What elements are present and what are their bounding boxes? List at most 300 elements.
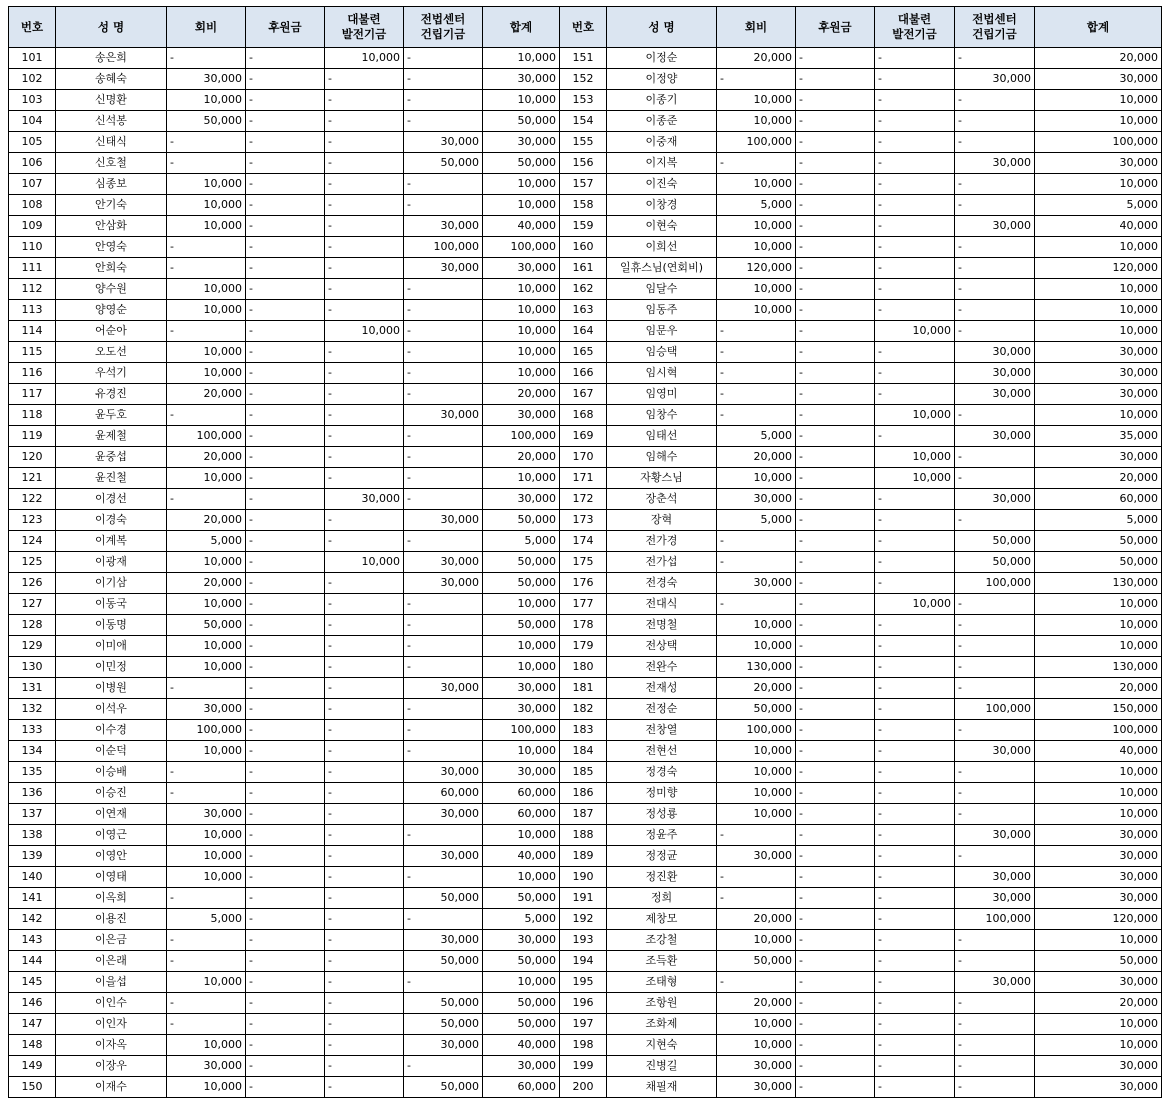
cell-total: 130,000 [1035,573,1162,594]
cell-name: 이승배 [56,762,167,783]
cell-center-fund: - [955,783,1035,804]
cell-center-fund: 30,000 [404,1035,483,1056]
cell-name: 이동명 [56,615,167,636]
cell-fee: 5,000 [717,195,796,216]
cell-dev-fund: 10,000 [875,468,955,489]
cell-no: 171 [560,468,607,489]
cell-total: 5,000 [483,531,560,552]
cell-fee: 5,000 [717,426,796,447]
cell-no: 121 [9,468,56,489]
cell-dev-fund: - [875,279,955,300]
cell-name: 전대식 [607,594,717,615]
cell-fee: 10,000 [717,468,796,489]
cell-center-fund: - [404,825,483,846]
cell-dev-fund: - [325,699,404,720]
cell-center-fund: - [404,174,483,195]
cell-fee: 100,000 [717,132,796,153]
cell-fee: 20,000 [717,993,796,1014]
cell-dev-fund: - [875,804,955,825]
cell-fee: 10,000 [167,174,246,195]
cell-no: 154 [560,111,607,132]
cell-center-fund: 30,000 [404,216,483,237]
cell-dev-fund: - [875,783,955,804]
cell-center-fund: - [404,90,483,111]
cell-support: - [796,636,875,657]
cell-dev-fund: - [875,951,955,972]
cell-center-fund: 30,000 [955,216,1035,237]
cell-no: 164 [560,321,607,342]
cell-dev-fund: - [875,531,955,552]
header-dev-fund [325,7,404,48]
cell-no: 123 [9,510,56,531]
cell-name: 이종준 [607,111,717,132]
cell-total: 30,000 [483,69,560,90]
table-row [9,573,1162,594]
cell-total: 100,000 [1035,132,1162,153]
cell-no: 144 [9,951,56,972]
cell-dev-fund: - [325,867,404,888]
cell-center-fund: - [955,111,1035,132]
cell-fee: - [167,405,246,426]
cell-dev-fund: - [325,384,404,405]
cell-support: - [246,741,325,762]
donation-sheet [8,6,1161,1098]
cell-total: 100,000 [1035,720,1162,741]
cell-dev-fund: - [325,804,404,825]
cell-dev-fund: - [875,615,955,636]
cell-no: 157 [560,174,607,195]
cell-name: 임승택 [607,342,717,363]
cell-no: 129 [9,636,56,657]
table-row [9,888,1162,909]
cell-support: - [246,531,325,552]
cell-no: 146 [9,993,56,1014]
cell-no: 185 [560,762,607,783]
cell-center-fund: 30,000 [955,153,1035,174]
cell-no: 151 [560,48,607,69]
cell-center-fund: - [955,846,1035,867]
cell-total: 50,000 [483,573,560,594]
cell-no: 174 [560,531,607,552]
cell-center-fund: - [955,1014,1035,1035]
cell-no: 179 [560,636,607,657]
cell-name: 이동국 [56,594,167,615]
cell-total: 30,000 [1035,153,1162,174]
cell-no: 128 [9,615,56,636]
cell-name: 이을섭 [56,972,167,993]
cell-name: 장춘석 [607,489,717,510]
cell-center-fund: - [404,279,483,300]
cell-center-fund: - [955,237,1035,258]
cell-fee: 50,000 [717,699,796,720]
table-row [9,867,1162,888]
cell-center-fund: 30,000 [404,132,483,153]
cell-total: 30,000 [483,258,560,279]
cell-support: - [796,804,875,825]
header-dev-fund [875,7,955,48]
cell-total: 10,000 [483,867,560,888]
cell-center-fund: - [955,405,1035,426]
cell-no: 159 [560,216,607,237]
cell-center-fund: 30,000 [955,342,1035,363]
cell-dev-fund: - [325,951,404,972]
cell-name: 오도선 [56,342,167,363]
cell-center-fund: - [404,909,483,930]
cell-total: 5,000 [1035,195,1162,216]
header-support-line: 후원금 [268,19,302,34]
cell-fee: 10,000 [717,300,796,321]
cell-center-fund: - [955,594,1035,615]
cell-support: - [246,69,325,90]
cell-no: 114 [9,321,56,342]
cell-no: 117 [9,384,56,405]
cell-center-fund: 30,000 [404,930,483,951]
cell-total: 50,000 [1035,531,1162,552]
cell-support: - [246,699,325,720]
cell-name: 윤제철 [56,426,167,447]
cell-total: 100,000 [483,237,560,258]
cell-name: 이순덕 [56,741,167,762]
cell-support: - [246,594,325,615]
cell-name: 이정양 [607,69,717,90]
cell-dev-fund: - [325,300,404,321]
cell-no: 140 [9,867,56,888]
cell-name: 정윤주 [607,825,717,846]
cell-name: 이석우 [56,699,167,720]
cell-fee: - [717,69,796,90]
cell-support: - [796,153,875,174]
cell-name: 전가섭 [607,552,717,573]
table-row [9,1056,1162,1077]
table-row [9,657,1162,678]
cell-total: 10,000 [1035,279,1162,300]
cell-fee: - [717,594,796,615]
cell-no: 167 [560,384,607,405]
cell-fee: 20,000 [717,447,796,468]
cell-support: - [796,531,875,552]
cell-no: 173 [560,510,607,531]
table-row [9,1077,1162,1098]
cell-fee: 10,000 [167,657,246,678]
cell-center-fund: 50,000 [404,1014,483,1035]
cell-no: 169 [560,426,607,447]
cell-center-fund: 30,000 [955,741,1035,762]
cell-center-fund: - [404,195,483,216]
cell-total: 10,000 [483,594,560,615]
cell-total: 10,000 [483,972,560,993]
cell-support: - [796,846,875,867]
cell-name: 심종보 [56,174,167,195]
cell-name: 이경선 [56,489,167,510]
cell-center-fund: 30,000 [404,405,483,426]
cell-no: 133 [9,720,56,741]
cell-fee: - [717,867,796,888]
cell-center-fund: - [404,699,483,720]
cell-total: 10,000 [1035,405,1162,426]
cell-fee: - [167,888,246,909]
cell-total: 40,000 [483,216,560,237]
cell-fee: - [167,762,246,783]
table-row [9,384,1162,405]
cell-support: - [246,804,325,825]
cell-fee: 10,000 [717,636,796,657]
cell-dev-fund: - [875,678,955,699]
cell-dev-fund: - [875,510,955,531]
cell-name: 이수경 [56,720,167,741]
cell-total: 10,000 [1035,636,1162,657]
cell-name: 임영미 [607,384,717,405]
cell-total: 30,000 [483,930,560,951]
cell-name: 양수원 [56,279,167,300]
cell-fee: 5,000 [167,909,246,930]
cell-total: 30,000 [1035,867,1162,888]
cell-center-fund: 30,000 [955,489,1035,510]
cell-fee: 100,000 [717,720,796,741]
cell-name: 송혜숙 [56,69,167,90]
cell-no: 188 [560,825,607,846]
table-row [9,594,1162,615]
cell-support: - [246,615,325,636]
cell-support: - [246,489,325,510]
cell-dev-fund: - [325,573,404,594]
cell-name: 이경숙 [56,510,167,531]
cell-dev-fund: - [875,993,955,1014]
cell-support: - [796,510,875,531]
cell-dev-fund: - [325,153,404,174]
cell-center-fund: - [955,258,1035,279]
cell-total: 10,000 [1035,174,1162,195]
cell-center-fund: 50,000 [404,1077,483,1098]
cell-no: 118 [9,405,56,426]
cell-total: 30,000 [1035,69,1162,90]
cell-fee: 120,000 [717,258,796,279]
cell-no: 124 [9,531,56,552]
cell-support: - [796,594,875,615]
cell-name: 임달수 [607,279,717,300]
cell-fee: 30,000 [717,573,796,594]
cell-no: 102 [9,69,56,90]
table-row [9,321,1162,342]
cell-fee: 10,000 [717,1014,796,1035]
cell-total: 50,000 [483,510,560,531]
cell-dev-fund: - [875,1035,955,1056]
cell-dev-fund: - [325,531,404,552]
cell-no: 116 [9,363,56,384]
cell-total: 10,000 [483,321,560,342]
cell-center-fund: - [404,636,483,657]
cell-name: 조득환 [607,951,717,972]
cell-no: 166 [560,363,607,384]
table-row [9,111,1162,132]
cell-name: 제창모 [607,909,717,930]
cell-no: 105 [9,132,56,153]
cell-support: - [796,1077,875,1098]
cell-fee: 10,000 [167,867,246,888]
cell-no: 112 [9,279,56,300]
cell-fee: 10,000 [167,342,246,363]
cell-center-fund: 50,000 [404,993,483,1014]
cell-dev-fund: - [875,342,955,363]
cell-dev-fund: - [325,720,404,741]
table-row [9,426,1162,447]
cell-fee: - [167,951,246,972]
cell-total: 5,000 [483,909,560,930]
cell-total: 5,000 [1035,510,1162,531]
cell-support: - [246,951,325,972]
cell-total: 20,000 [1035,678,1162,699]
cell-dev-fund: - [875,657,955,678]
cell-dev-fund: - [325,594,404,615]
cell-total: 10,000 [1035,762,1162,783]
cell-fee: 10,000 [167,216,246,237]
cell-support: - [246,132,325,153]
cell-total: 30,000 [1035,888,1162,909]
cell-dev-fund: - [875,867,955,888]
header-dev-fund-line2: 발전기금 [341,27,387,41]
cell-dev-fund: - [875,636,955,657]
cell-center-fund: - [404,615,483,636]
cell-center-fund: - [955,300,1035,321]
cell-total: 50,000 [483,111,560,132]
header-name: 성 명 [607,7,717,48]
cell-total: 10,000 [1035,1014,1162,1035]
cell-fee: - [167,678,246,699]
cell-fee: - [167,1014,246,1035]
cell-center-fund: 100,000 [404,237,483,258]
cell-support: - [796,342,875,363]
cell-name: 이미애 [56,636,167,657]
table-row [9,972,1162,993]
cell-center-fund: 50,000 [955,552,1035,573]
cell-support: - [796,888,875,909]
cell-fee: 10,000 [167,594,246,615]
cell-total: 40,000 [483,1035,560,1056]
cell-dev-fund: 10,000 [325,48,404,69]
cell-no: 136 [9,783,56,804]
cell-name: 지현숙 [607,1035,717,1056]
header-center-fund [955,7,1035,48]
cell-support: - [246,468,325,489]
cell-support: - [246,825,325,846]
table-row [9,993,1162,1014]
cell-name: 안삼화 [56,216,167,237]
cell-name: 조화제 [607,1014,717,1035]
cell-support: - [246,762,325,783]
cell-fee: - [167,258,246,279]
cell-support: - [796,741,875,762]
cell-total: 10,000 [483,174,560,195]
cell-support: - [246,972,325,993]
cell-dev-fund: 10,000 [325,321,404,342]
cell-total: 30,000 [1035,825,1162,846]
cell-no: 127 [9,594,56,615]
header-no: 번호 [9,7,56,48]
cell-name: 전창열 [607,720,717,741]
cell-support: - [796,1056,875,1077]
cell-no: 148 [9,1035,56,1056]
cell-center-fund: 50,000 [955,531,1035,552]
cell-fee: 10,000 [717,1035,796,1056]
cell-name: 이인수 [56,993,167,1014]
cell-total: 50,000 [483,153,560,174]
cell-name: 신태식 [56,132,167,153]
cell-no: 104 [9,111,56,132]
cell-center-fund: 30,000 [955,825,1035,846]
cell-total: 100,000 [483,426,560,447]
cell-dev-fund: - [325,510,404,531]
cell-name: 이자옥 [56,1035,167,1056]
cell-center-fund: - [955,1056,1035,1077]
cell-center-fund: - [955,174,1035,195]
cell-center-fund: 100,000 [955,909,1035,930]
table-row [9,846,1162,867]
cell-total: 30,000 [1035,846,1162,867]
cell-total: 10,000 [1035,594,1162,615]
cell-dev-fund: - [875,762,955,783]
cell-fee: 10,000 [167,972,246,993]
cell-fee: 10,000 [167,195,246,216]
cell-name: 전상택 [607,636,717,657]
cell-name: 우석기 [56,363,167,384]
cell-fee: 10,000 [717,741,796,762]
table-row [9,909,1162,930]
cell-no: 115 [9,342,56,363]
cell-name: 임창수 [607,405,717,426]
cell-dev-fund: - [875,1056,955,1077]
cell-total: 130,000 [1035,657,1162,678]
cell-fee: - [717,825,796,846]
table-row [9,195,1162,216]
cell-dev-fund: - [325,363,404,384]
cell-no: 120 [9,447,56,468]
cell-no: 180 [560,657,607,678]
table-row [9,258,1162,279]
cell-no: 138 [9,825,56,846]
cell-dev-fund: - [325,174,404,195]
cell-total: 10,000 [483,657,560,678]
cell-center-fund: 100,000 [955,573,1035,594]
cell-name: 전정순 [607,699,717,720]
cell-fee: 30,000 [167,804,246,825]
cell-no: 155 [560,132,607,153]
cell-name: 전완수 [607,657,717,678]
cell-total: 30,000 [1035,1056,1162,1077]
table-row [9,636,1162,657]
cell-fee: 30,000 [717,489,796,510]
cell-support: - [246,573,325,594]
cell-center-fund: 30,000 [955,363,1035,384]
table-row [9,720,1162,741]
cell-fee: - [717,153,796,174]
cell-center-fund: 60,000 [404,783,483,804]
cell-support: - [246,1056,325,1077]
cell-total: 10,000 [1035,783,1162,804]
cell-no: 165 [560,342,607,363]
cell-total: 10,000 [1035,321,1162,342]
cell-dev-fund: - [325,846,404,867]
cell-no: 137 [9,804,56,825]
cell-center-fund: 50,000 [404,153,483,174]
cell-total: 10,000 [483,825,560,846]
header-dev-fund-line1: 대불련 [897,12,932,26]
cell-dev-fund: - [325,1077,404,1098]
cell-dev-fund: - [325,1035,404,1056]
cell-total: 30,000 [1035,447,1162,468]
cell-support: - [246,888,325,909]
cell-no: 193 [560,930,607,951]
cell-center-fund: 30,000 [955,867,1035,888]
cell-center-fund: - [955,468,1035,489]
